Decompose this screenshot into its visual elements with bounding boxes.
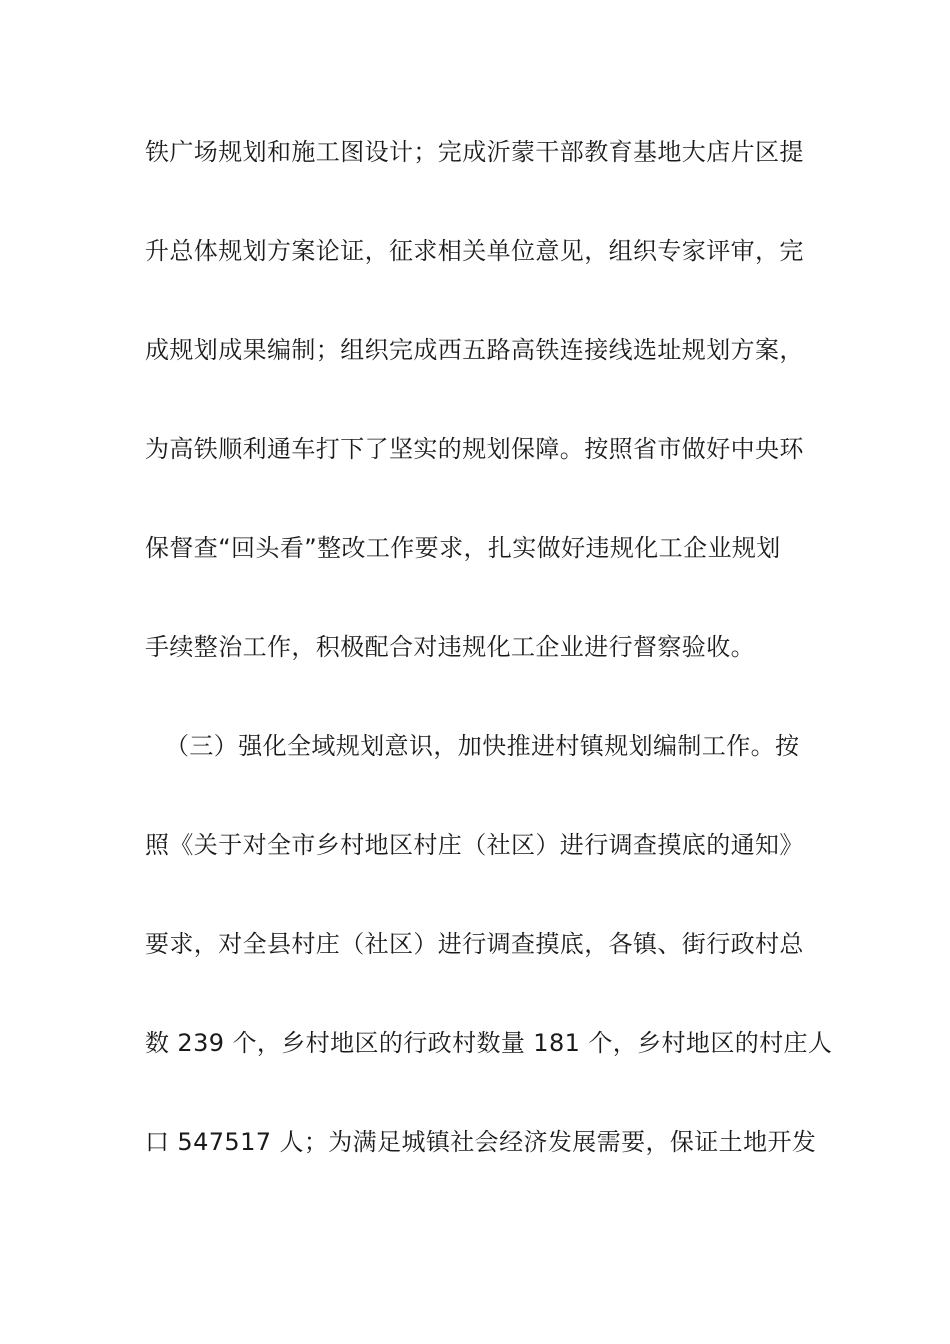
- text-line: 成规划成果编制；组织完成西五路高铁连接线选址规划方案，: [145, 336, 804, 364]
- text-line: 照《关于对全市乡村地区村庄（社区）进行调查摸底的通知》: [145, 831, 804, 859]
- text-line: 手续整治工作，积极配合对违规化工企业进行督察验收。: [145, 633, 755, 661]
- text-line: 保督查“回头看”整改工作要求，扎实做好违规化工企业规划: [145, 534, 781, 562]
- text-line: 要求，对全县村庄（社区）进行调查摸底，各镇、街行政村总: [145, 930, 804, 958]
- text-line: 口 547517 人；为满足城镇社会经济发展需要，保证土地开发: [145, 1128, 817, 1156]
- text-line: 铁广场规划和施工图设计；完成沂蒙干部教育基地大店片区提: [145, 138, 804, 166]
- text-line: 升总体规划方案论证，征求相关单位意见，组织专家评审，完: [145, 237, 804, 265]
- section-heading-line: （三）强化全域规划意识，加快推进村镇规划编制工作。按: [165, 732, 800, 760]
- text-line: 数 239 个，乡村地区的行政村数量 181 个，乡村地区的村庄人: [145, 1029, 833, 1057]
- text-line: 为高铁顺利通车打下了坚实的规划保障。按照省市做好中央环: [145, 435, 804, 463]
